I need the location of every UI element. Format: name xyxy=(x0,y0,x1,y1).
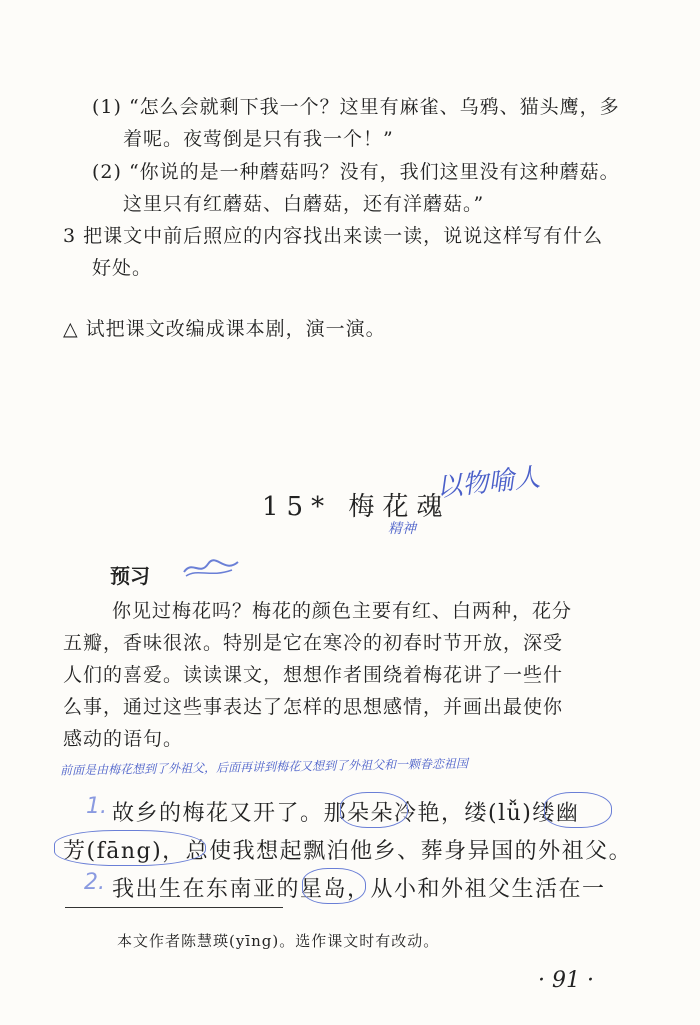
preview-line-3: 人们的喜爱。读读课文，想想作者围绕着梅花讲了一些什 xyxy=(63,664,564,686)
handwritten-circle-1 xyxy=(340,792,408,828)
question-1-line-1: (1) “怎么会就剩下我一个？这里有麻雀、乌鸦、猫头鹰，多 xyxy=(92,96,620,118)
extra-activity: △ 试把课文改编成课本剧，演一演。 xyxy=(63,318,386,340)
handwritten-circle-2 xyxy=(544,792,612,828)
story-line-2: 芳(fāng)，总使我想起飘泊他乡、葬身异国的外祖父。 xyxy=(63,839,633,864)
paragraph-mark-2: 2. xyxy=(84,870,105,895)
handwritten-note-title: 以物喻人 xyxy=(434,462,542,504)
footnote: 本文作者陈慧瑛(yīng)。选作课文时有改动。 xyxy=(117,932,440,950)
story-line-3: 我出生在东南亚的星岛，从小和外祖父生活在一 xyxy=(112,877,606,902)
story-line-1: 故乡的梅花又开了。那朵朵冷艳，缕(lǚ)缕幽 xyxy=(112,801,580,826)
page-number: · 91 · xyxy=(538,968,594,993)
footnote-divider xyxy=(65,907,283,908)
preview-line-2: 五瓣，香味很浓。特别是它在寒冷的初春时节开放，深受 xyxy=(63,632,564,654)
question-2-line-2: 这里只有红蘑菇、白蘑菇，还有洋蘑菇。” xyxy=(123,193,485,215)
handwritten-circle-3 xyxy=(54,830,206,866)
paragraph-mark-1: 1. xyxy=(86,794,107,819)
preview-line-4: 么事，通过这些事表达了怎样的思想感情，并画出最使你 xyxy=(63,696,564,718)
question-3-line-1: 3 把课文中前后照应的内容找出来读一读，说说这样写有什么 xyxy=(63,225,604,247)
question-2-line-1: (2) “你说的是一种蘑菇吗？没有，我们这里没有这种蘑菇。 xyxy=(92,161,620,183)
handwritten-note-spirit: 精神 xyxy=(388,521,416,537)
preview-heading: 预习 xyxy=(110,564,150,588)
scribble-mark xyxy=(180,554,242,580)
question-1-line-2: 着呢。夜莺倒是只有我一个！” xyxy=(123,128,394,150)
handwritten-circle-4 xyxy=(302,868,366,904)
handwritten-margin-note: 前面是由梅花想到了外祖父，后面再讲到梅花又想到了外祖父和一颗眷恋祖国 xyxy=(59,756,469,778)
question-3-line-2: 好处。 xyxy=(92,257,153,279)
lesson-title: 15* 梅花魂 xyxy=(262,492,451,522)
preview-line-1: 你见过梅花吗？梅花的颜色主要有红、白两种，花分 xyxy=(112,600,573,622)
preview-line-5: 感动的语句。 xyxy=(63,728,184,750)
